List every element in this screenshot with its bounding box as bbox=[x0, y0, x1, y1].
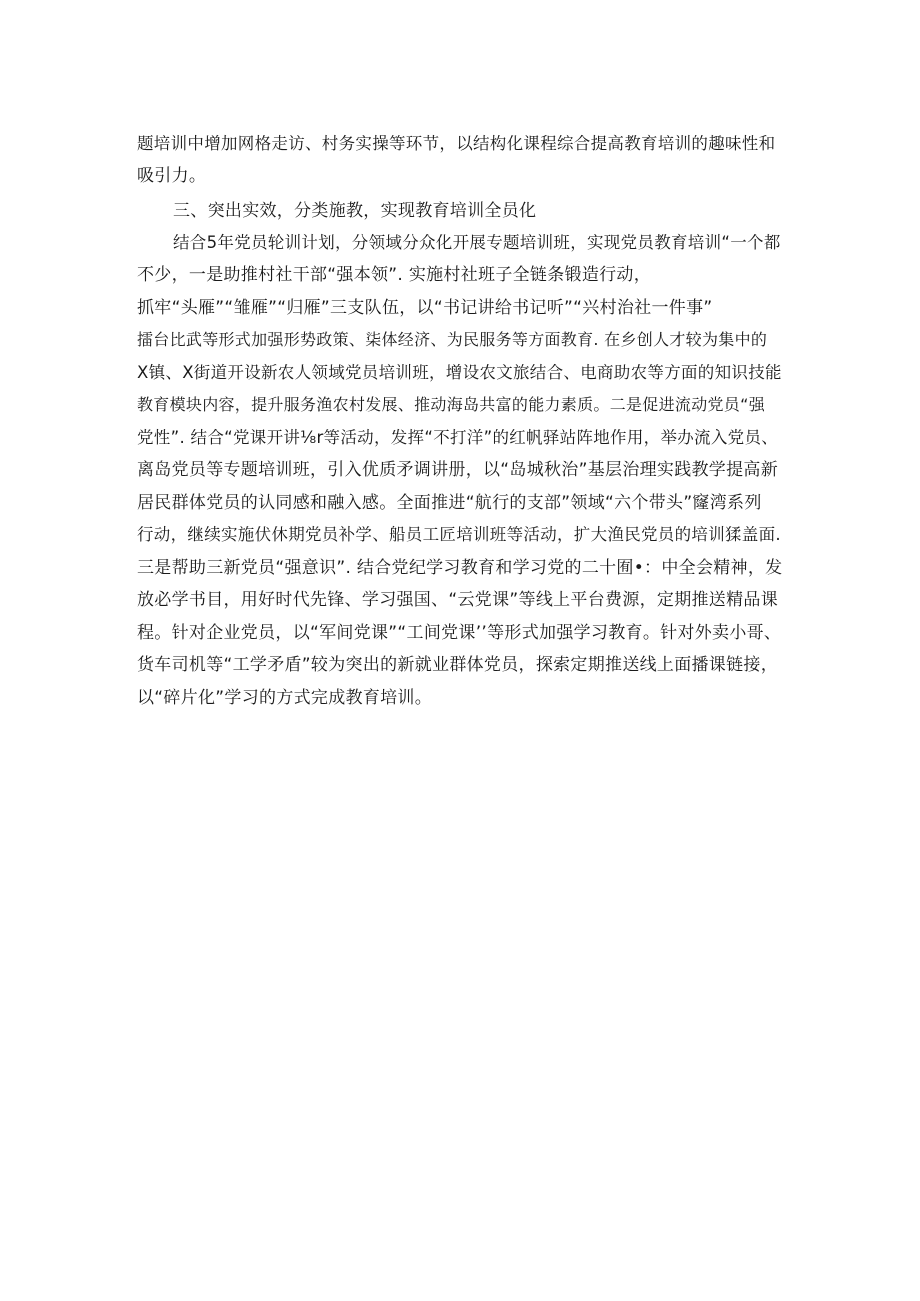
paragraph-line: 放必学书目，用好时代先锋、学习强国、“云党课”等线上平台费源，定期推送精品课 bbox=[137, 590, 779, 610]
paragraph-line: 党性”. 结合“党课开讲⅛r等活动，发挥“不打洋”的红帆驿站阵地作用，举办流入党员、 bbox=[137, 428, 779, 447]
paragraph-line: 擂台比武等形式加强形势政策、柒体经济、为民服务等方面教育. 在乡创人才较为集中的 bbox=[137, 330, 768, 349]
paragraph-line: 居民群体党员的认同感和融入感。全面推进“航行的支部”领域“六个带头”窿湾系列 bbox=[137, 493, 762, 513]
paragraph-line: 行动，继续实施伏休期党员补学、船员工匠培训班等活动，扩大渔民党员的培训猱盖面. bbox=[137, 525, 781, 544]
paragraph-line: 离岛党员等专题培训班，引入优质矛调讲册，以“岛城秋治”基层治理实践教学提高新 bbox=[137, 460, 779, 480]
paragraph-line: 结合5年党员轮训计划，分领域分众化开展专题培训班，实现党员教育培训“一个都 bbox=[173, 233, 781, 252]
paragraph-line: 以“碎片化”学习的方式完成教育培训。 bbox=[137, 688, 433, 708]
paragraph-line: 抓牢“头雁”“雏雁”“归雁”三支队伍，以“书记讲给书记听”“兴村治社一件事” bbox=[137, 298, 713, 318]
section-heading: 三、突出实效，分类施教，实现教育培训全员化 bbox=[173, 201, 537, 221]
paragraph-line: 三是帮助三新党员“强意识”. 结合党纪学习教育和学习党的二十囿•：中全会精神，发 bbox=[137, 558, 783, 578]
paragraph-line: 程。针对企业党员，以“军间党课”“工间党课’’等形式加强学习教育。针对外卖小哥、 bbox=[137, 623, 782, 643]
paragraph-line: X镇、X街道开设新农人领域党员培训班，增设农文旅结合、电商助农等方面的知识技能 bbox=[137, 363, 782, 382]
paragraph-line: 教育模块内容，提升服务渔农村发展、推动海岛共富的能力素质。二是促进流动党员“强 bbox=[137, 395, 765, 414]
paragraph-line: 题培训中增加网格走访、村务实操等环节，以结构化课程综合提高教育培训的趣味性和 bbox=[137, 134, 776, 153]
paragraph-line: 不少，一是助推村社干部“强本领”. 实施村社班子全链条锻造行动， bbox=[137, 265, 652, 285]
paragraph-line: 吸引力。 bbox=[137, 166, 207, 186]
paragraph-line: 货车司机等“工学矛盾”较为突出的新就业群体党员，探索定期推送线上面播课链接， bbox=[137, 655, 779, 675]
